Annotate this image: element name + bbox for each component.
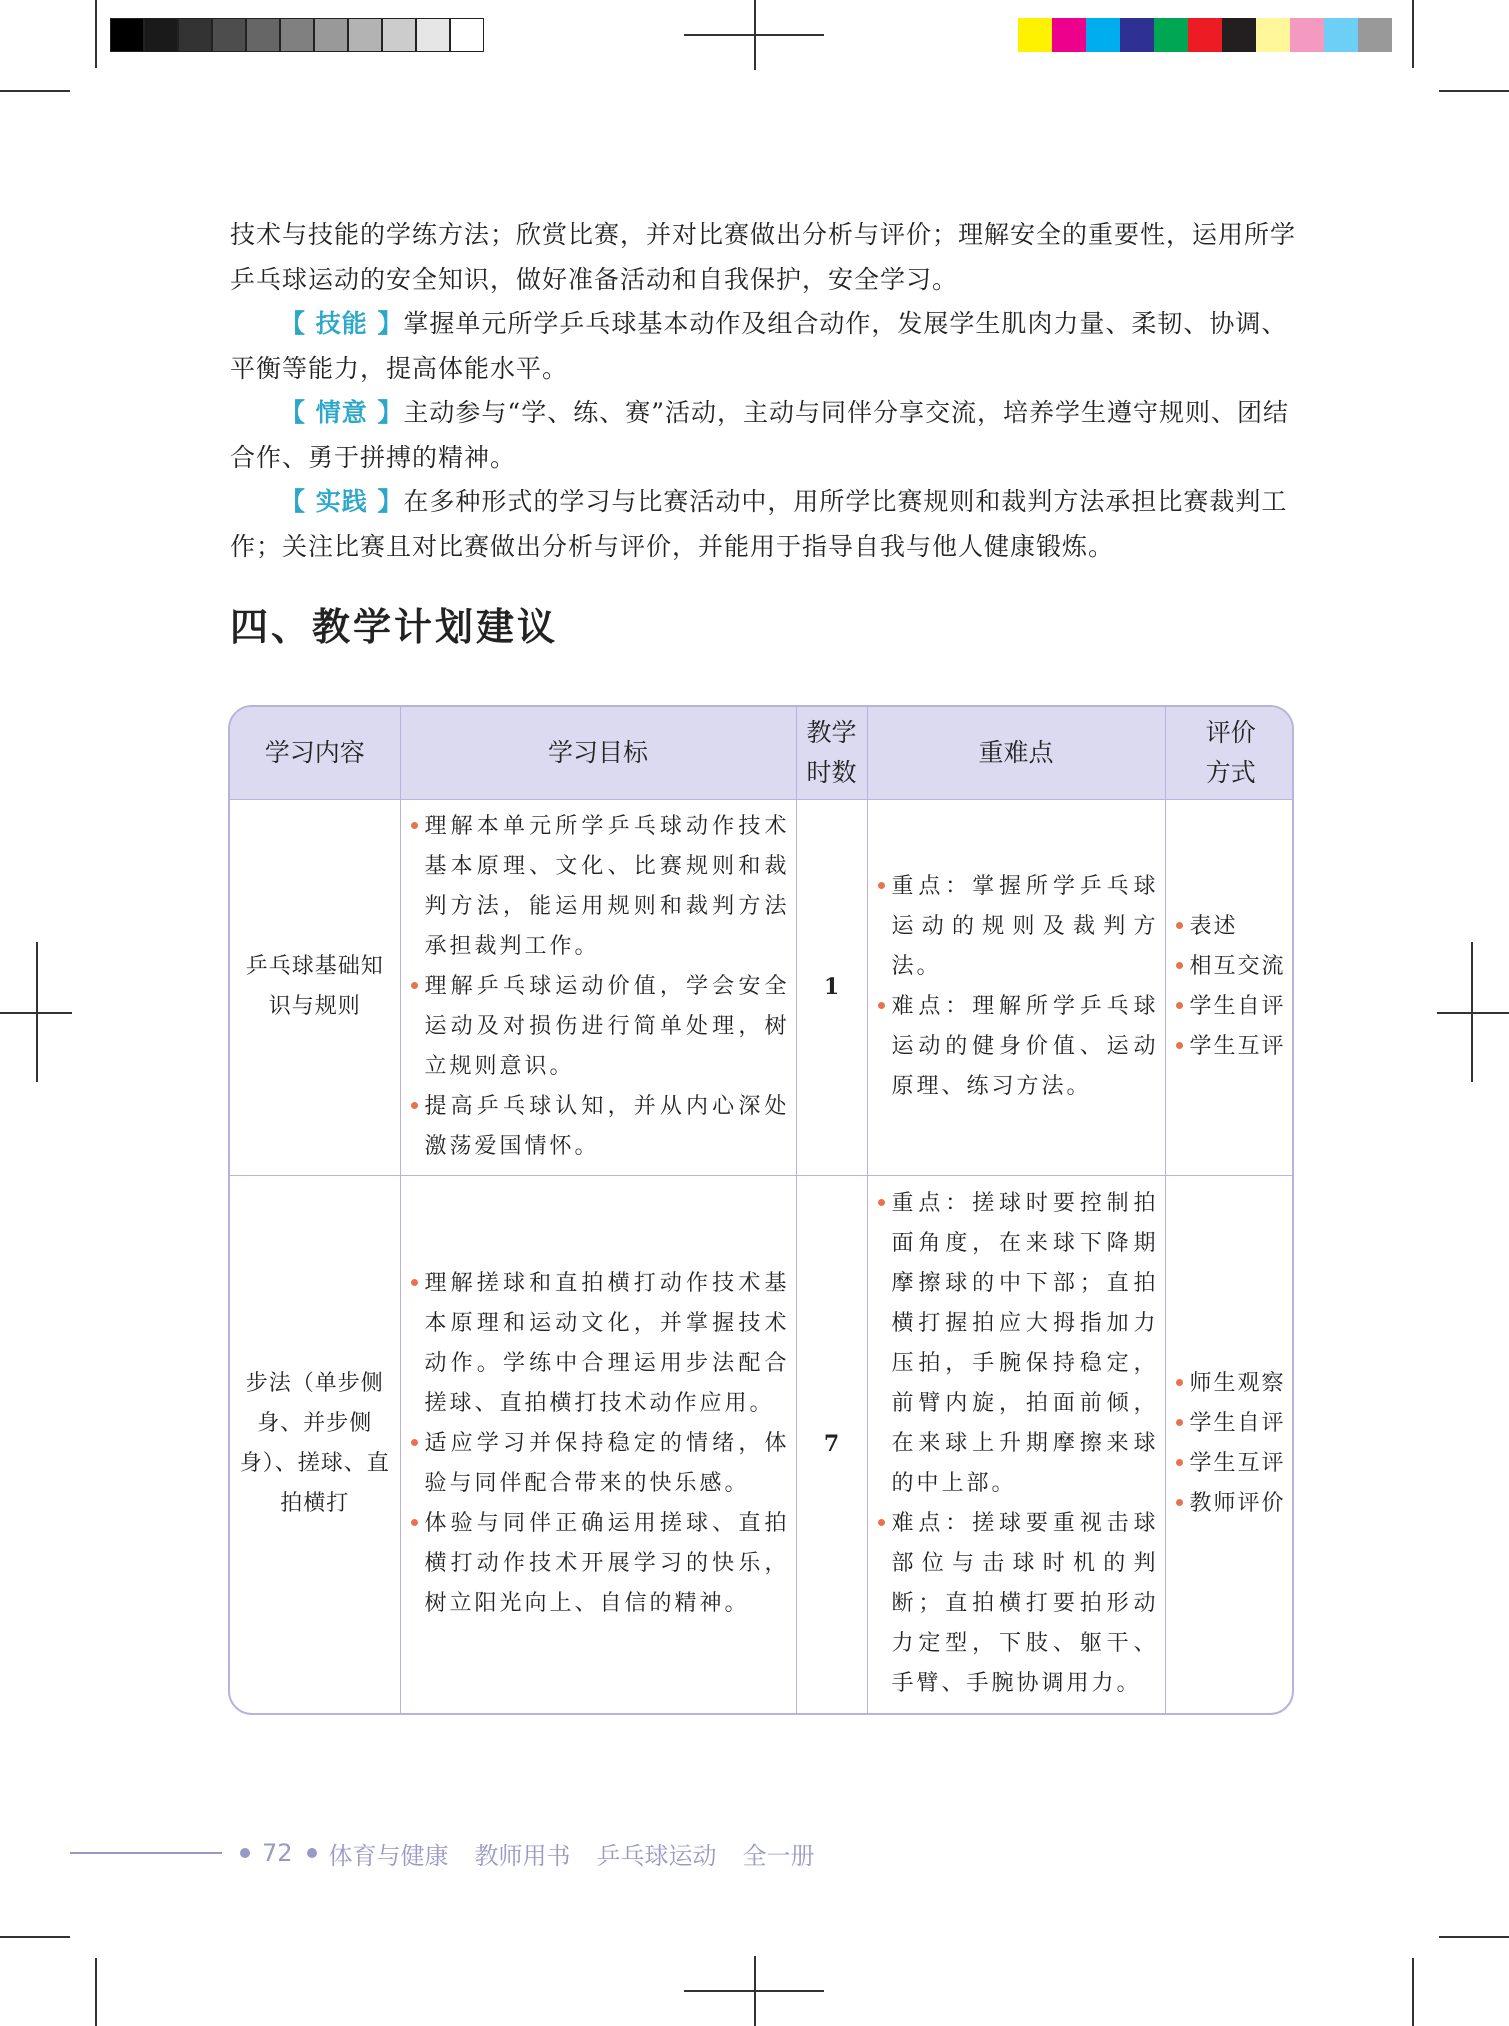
list-item: 重点：搓球时要控制拍面角度，在来球下降期摩擦球的中下部；直拍横打握拍应大拇指加力压拍，手腕保持稳定，前臂内旋，拍面前倾，在来球上升期摩擦来球的中上部。 [876, 1184, 1159, 1504]
cell-hours: 1 [796, 799, 867, 1175]
color-swatch [1290, 18, 1324, 52]
cell-goals [400, 799, 796, 1175]
table-header-row [230, 707, 1294, 799]
list-item: 学生互评 [1174, 1444, 1291, 1484]
cell-content: 乒乓球基础知识与规则 [230, 799, 400, 1175]
header-content: 学习内容 [230, 707, 400, 799]
list-item: 学生互评 [1174, 1027, 1291, 1067]
header-keypoints: 重难点 [867, 707, 1165, 799]
cell-eval [1165, 799, 1294, 1175]
list-item: 学生自评 [1174, 987, 1291, 1027]
paragraph-knowledge: 技术与技能的学练方法；欣赏比赛，并对比赛做出分析与评价；理解安全的重要性，运用所学乒乓球运动的安全知识，做好准备活动和自我保护，安全学习。 [230, 220, 1297, 294]
gray-swatch [144, 18, 178, 52]
list-item: 理解搓球和直拍横打动作技术基本原理和运动文化，并掌握技术动作。学练中合理运用步法配合搓球、直拍横打技术动作应用。 [409, 1264, 790, 1424]
cell-goals [400, 1175, 796, 1713]
gray-swatch [314, 18, 348, 52]
color-swatch [1086, 18, 1120, 52]
color-swatch [1222, 18, 1256, 52]
cell-content: 步法（单步侧身、并步侧身）、搓球、直拍横打 [230, 1175, 400, 1713]
header-goals: 学习目标 [400, 707, 796, 799]
gray-swatch [178, 18, 212, 52]
color-swatch [1120, 18, 1154, 52]
list-item: 重点：掌握所学乒乓球运动的规则及裁判方法。 [876, 867, 1159, 987]
table-row [230, 799, 1294, 1175]
tag-affect: 【 情意 】 [280, 398, 404, 427]
gray-swatch [348, 18, 382, 52]
list-item: 表述 [1174, 907, 1291, 947]
paragraph-affect: 【 情意 】主动参与“学、练、赛”活动，主动与同伴分享交流，培养学生遵守规则、团结合作、勇于拼搏的精神。 [230, 398, 1289, 472]
color-swatch [1358, 18, 1392, 52]
gray-swatch [110, 18, 144, 52]
color-swatch [1256, 18, 1290, 52]
list-item: 体验与同伴正确运用搓球、直拍横打动作技术开展学习的快乐，树立阳光向上、自信的精神。 [409, 1504, 790, 1624]
paragraph-skills: 【 技能 】掌握单元所学乒乓球基本动作及组合动作，发展学生肌肉力量、柔韧、协调、平衡等能力，提高体能水平。 [230, 309, 1288, 383]
gray-swatch [382, 18, 416, 52]
page-number: 72 [262, 1839, 293, 1867]
list-item: 提高乒乓球认知，并从内心深处激荡爱国情怀。 [409, 1087, 790, 1167]
footer-book-type: 教师用书 [474, 1841, 571, 1870]
cell-keypoints [867, 1175, 1165, 1713]
list-item: 理解本单元所学乒乓球动作技术基本原理、文化、比赛规则和裁判方法，能运用规则和裁判方法承担裁判工作。 [409, 807, 790, 967]
list-item: 难点：理解所学乒乓球运动的健身价值、运动原理、练习方法。 [876, 987, 1159, 1107]
list-item: 教师评价 [1174, 1484, 1291, 1524]
list-item: 难点：搓球要重视击球部位与击球时机的判断；直拍横打要拍形动力定型，下肢、躯干、手臂、手腕协调用力。 [876, 1504, 1159, 1704]
gray-swatch [450, 18, 484, 52]
footer-dot [307, 1848, 317, 1858]
color-swatch [1052, 18, 1086, 52]
cell-hours: 7 [796, 1175, 867, 1713]
list-item: 师生观察 [1174, 1364, 1291, 1404]
teaching-plan-table [228, 705, 1294, 1715]
paragraph-practice: 【 实践 】在多种形式的学习与比赛活动中，用所学比赛规则和裁判方法承担比赛裁判工作；关注比赛且对比赛做出分析与评价，并能用于指导自我与他人健康锻炼。 [230, 487, 1288, 561]
color-swatch [1154, 18, 1188, 52]
footer-subject: 体育与健康 [328, 1841, 449, 1870]
gray-swatch [212, 18, 246, 52]
footer-topic: 乒乓球运动 [596, 1841, 717, 1870]
gray-swatch [416, 18, 450, 52]
footer-volume: 全一册 [742, 1841, 815, 1870]
color-swatch [1188, 18, 1222, 52]
footer-rule [70, 1852, 222, 1854]
cell-keypoints [867, 799, 1165, 1175]
list-item: 学生自评 [1174, 1404, 1291, 1444]
tag-practice: 【 实践 】 [280, 487, 404, 516]
table-row [230, 1175, 1294, 1713]
section-title: 四、教学计划建议 [230, 604, 559, 649]
gray-swatch-strip [110, 18, 484, 52]
gray-swatch [246, 18, 280, 52]
gray-swatch [280, 18, 314, 52]
list-item: 适应学习并保持稳定的情绪，体验与同伴配合带来的快乐感。 [409, 1424, 790, 1504]
list-item: 理解乒乓球运动价值，学会安全运动及对损伤进行简单处理，树立规则意识。 [409, 967, 790, 1087]
cell-eval [1165, 1175, 1294, 1713]
header-hours: 教学 时数 [796, 707, 867, 799]
color-swatch-strip [1018, 18, 1392, 52]
color-swatch [1324, 18, 1358, 52]
page-footer [70, 1835, 970, 1871]
color-swatch [1018, 18, 1052, 52]
header-eval: 评价 方式 [1165, 707, 1294, 799]
footer-dot [240, 1848, 250, 1858]
tag-skills: 【 技能 】 [280, 309, 404, 338]
list-item: 相互交流 [1174, 947, 1291, 987]
